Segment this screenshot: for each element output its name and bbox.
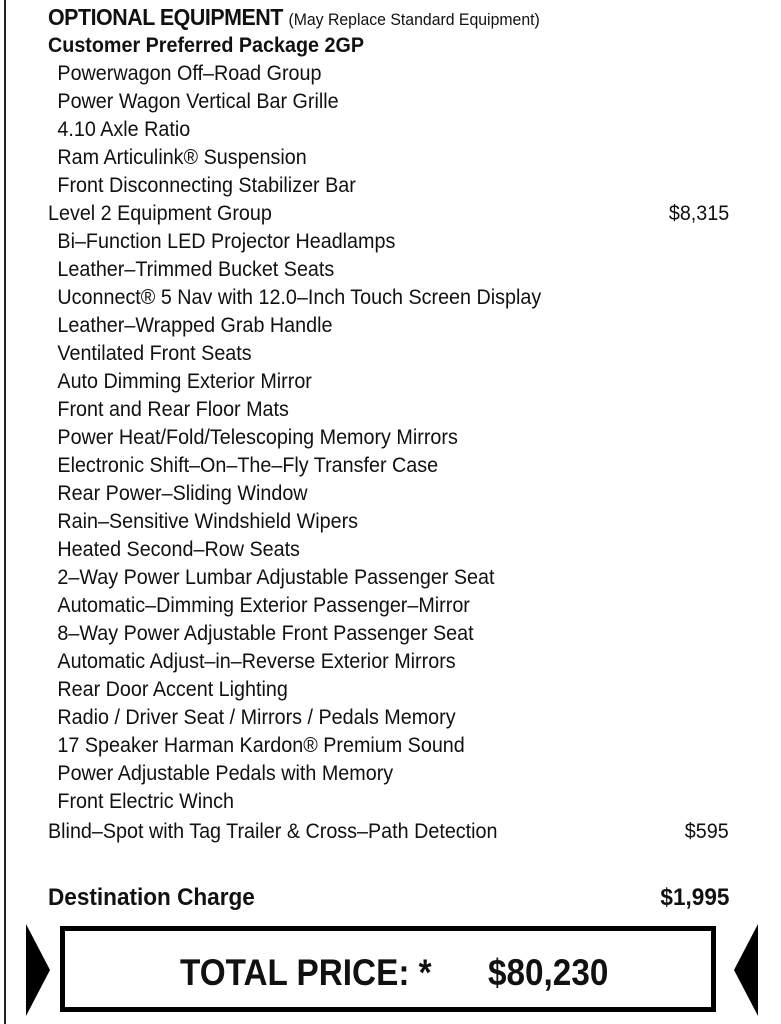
list-item: Rear Door Accent Lighting — [57, 678, 288, 701]
list-item: 4.10 Axle Ratio — [57, 118, 191, 141]
list-item: Power Wagon Vertical Bar Grille — [57, 90, 339, 113]
list-item: Leather–Trimmed Bucket Seats — [57, 258, 335, 281]
list-item: Radio / Driver Seat / Mirrors / Pedals Memory — [57, 706, 456, 729]
list-item: Ram Articulink® Suspension — [57, 146, 307, 169]
destination-label: Destination Charge — [48, 884, 255, 911]
list-item: 8–Way Power Adjustable Front Passenger Seat — [57, 622, 474, 645]
list-item: Powerwagon Off–Road Group — [57, 62, 322, 85]
list-item: Front Disconnecting Stabilizer Bar — [57, 174, 356, 197]
list-item: Ventilated Front Seats — [57, 342, 252, 365]
list-item: Automatic–Dimming Exterior Passenger–Mirror — [57, 594, 470, 617]
total-price-label: TOTAL PRICE: * — [180, 952, 432, 993]
list-item: Bi–Function LED Projector Headlamps — [57, 230, 396, 253]
level2-name: Level 2 Equipment Group — [48, 202, 272, 225]
list-item: Automatic Adjust–in–Reverse Exterior Mirrors — [57, 650, 456, 673]
list-item: Uconnect® 5 Nav with 12.0–Inch Touch Screen Display — [57, 286, 542, 309]
package-name: Customer Preferred Package 2GP — [48, 34, 364, 57]
section-header — [48, 4, 540, 31]
blindspot-line — [48, 818, 729, 846]
section-title: OPTIONAL EQUIPMENT — [48, 4, 283, 30]
list-item: Heated Second–Row Seats — [57, 538, 300, 561]
blindspot-name: Blind–Spot with Tag Trailer & Cross–Path Detection — [48, 820, 498, 843]
blindspot-price: $595 — [685, 820, 729, 843]
total-price-value: $80,230 — [488, 952, 609, 993]
list-item: Leather–Wrapped Grab Handle — [57, 314, 333, 337]
left-border-rule — [4, 0, 6, 1024]
list-item: Auto Dimming Exterior Mirror — [57, 370, 312, 393]
list-item: Power Heat/Fold/Telescoping Memory Mirrors — [57, 426, 458, 449]
list-item: Front Electric Winch — [57, 790, 235, 813]
total-price-line — [0, 948, 781, 998]
list-item: Front and Rear Floor Mats — [57, 398, 289, 421]
list-item: 2–Way Power Lumbar Adjustable Passenger Seat — [57, 566, 495, 589]
list-item: Power Adjustable Pedals with Memory — [57, 762, 394, 785]
level2-price: $8,315 — [668, 202, 729, 225]
list-item: 17 Speaker Harman Kardon® Premium Sound — [57, 734, 465, 757]
list-item: Rear Power–Sliding Window — [57, 482, 308, 505]
package-heading — [48, 32, 729, 60]
destination-line — [48, 882, 729, 914]
destination-price: $1,995 — [659, 884, 729, 911]
level2-heading — [48, 200, 729, 228]
section-subtitle: (May Replace Standard Equipment) — [288, 10, 540, 29]
list-item: Rain–Sensitive Windshield Wipers — [57, 510, 359, 533]
list-item: Electronic Shift–On–The–Fly Transfer Case — [57, 454, 439, 477]
